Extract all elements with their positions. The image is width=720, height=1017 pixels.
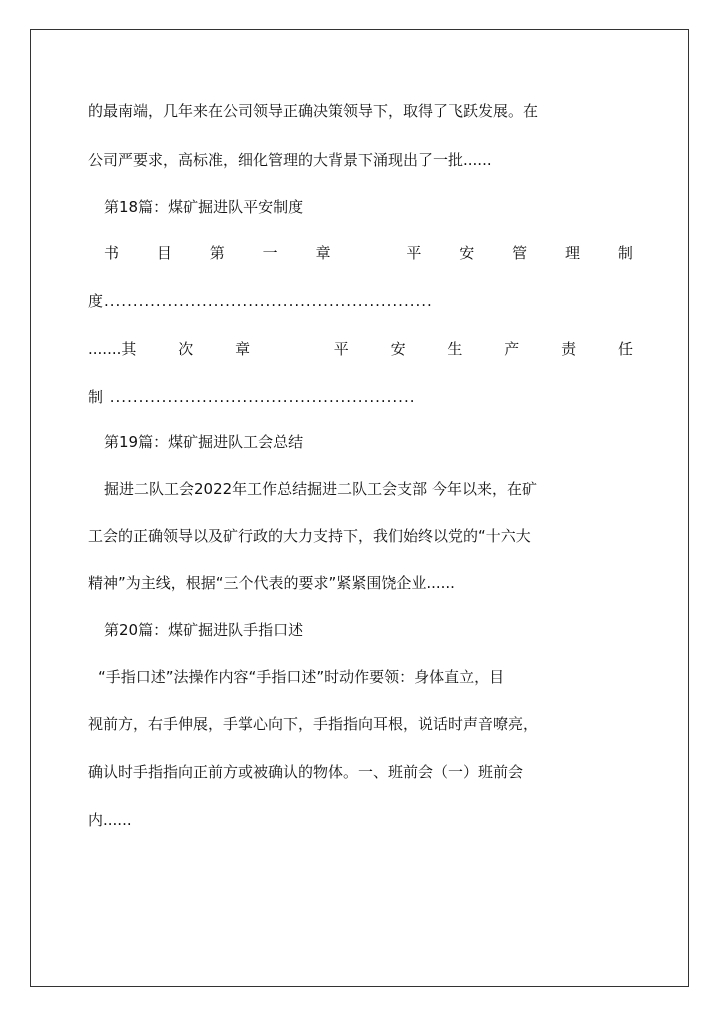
section-heading-19: 第19篇：煤矿掘进队工会总结 <box>104 433 304 451</box>
toc-line: .......其 次 章 平 安 生 产 责 任 <box>88 340 633 358</box>
paragraph-line: 的最南端，几年来在公司领导正确决策领导下，取得了飞跃发展。在 <box>88 102 539 120</box>
paragraph-line: “手指口述”法操作内容“手指口述”时动作要领：身体直立，目 <box>98 668 505 686</box>
paragraph-line: 工会的正确领导以及矿行政的大力支持下，我们始终以党的“十六大 <box>88 527 531 545</box>
toc-dots-line: 度......................................................... <box>88 292 433 310</box>
paragraph-line: 掘进二队工会2022年工作总结掘进二队工会支部 今年以来，在矿 <box>104 480 537 498</box>
paragraph-line: 精神”为主线，根据“三个代表的要求”紧紧围饶企业...... <box>88 574 455 592</box>
paragraph-line: 视前方，右手伸展，手掌心向下，手指指向耳根，说话时声音嘹亮， <box>88 715 539 733</box>
section-heading-18: 第18篇：煤矿掘进队平安制度 <box>104 198 304 216</box>
page-border <box>30 29 689 987</box>
paragraph-line: 确认时手指指向正前方或被确认的物体。一、班前会（一）班前会 <box>88 763 524 781</box>
paragraph-line: 内...... <box>88 811 132 829</box>
toc-line: 书 目 第 一 章 平 安 管 理 制 <box>104 244 633 262</box>
toc-dots-line: 制 ..................................................... <box>88 388 416 406</box>
paragraph-line: 公司严要求，高标准，细化管理的大背景下涌现出了一批...... <box>88 151 492 169</box>
section-heading-20: 第20篇：煤矿掘进队手指口述 <box>104 621 304 639</box>
